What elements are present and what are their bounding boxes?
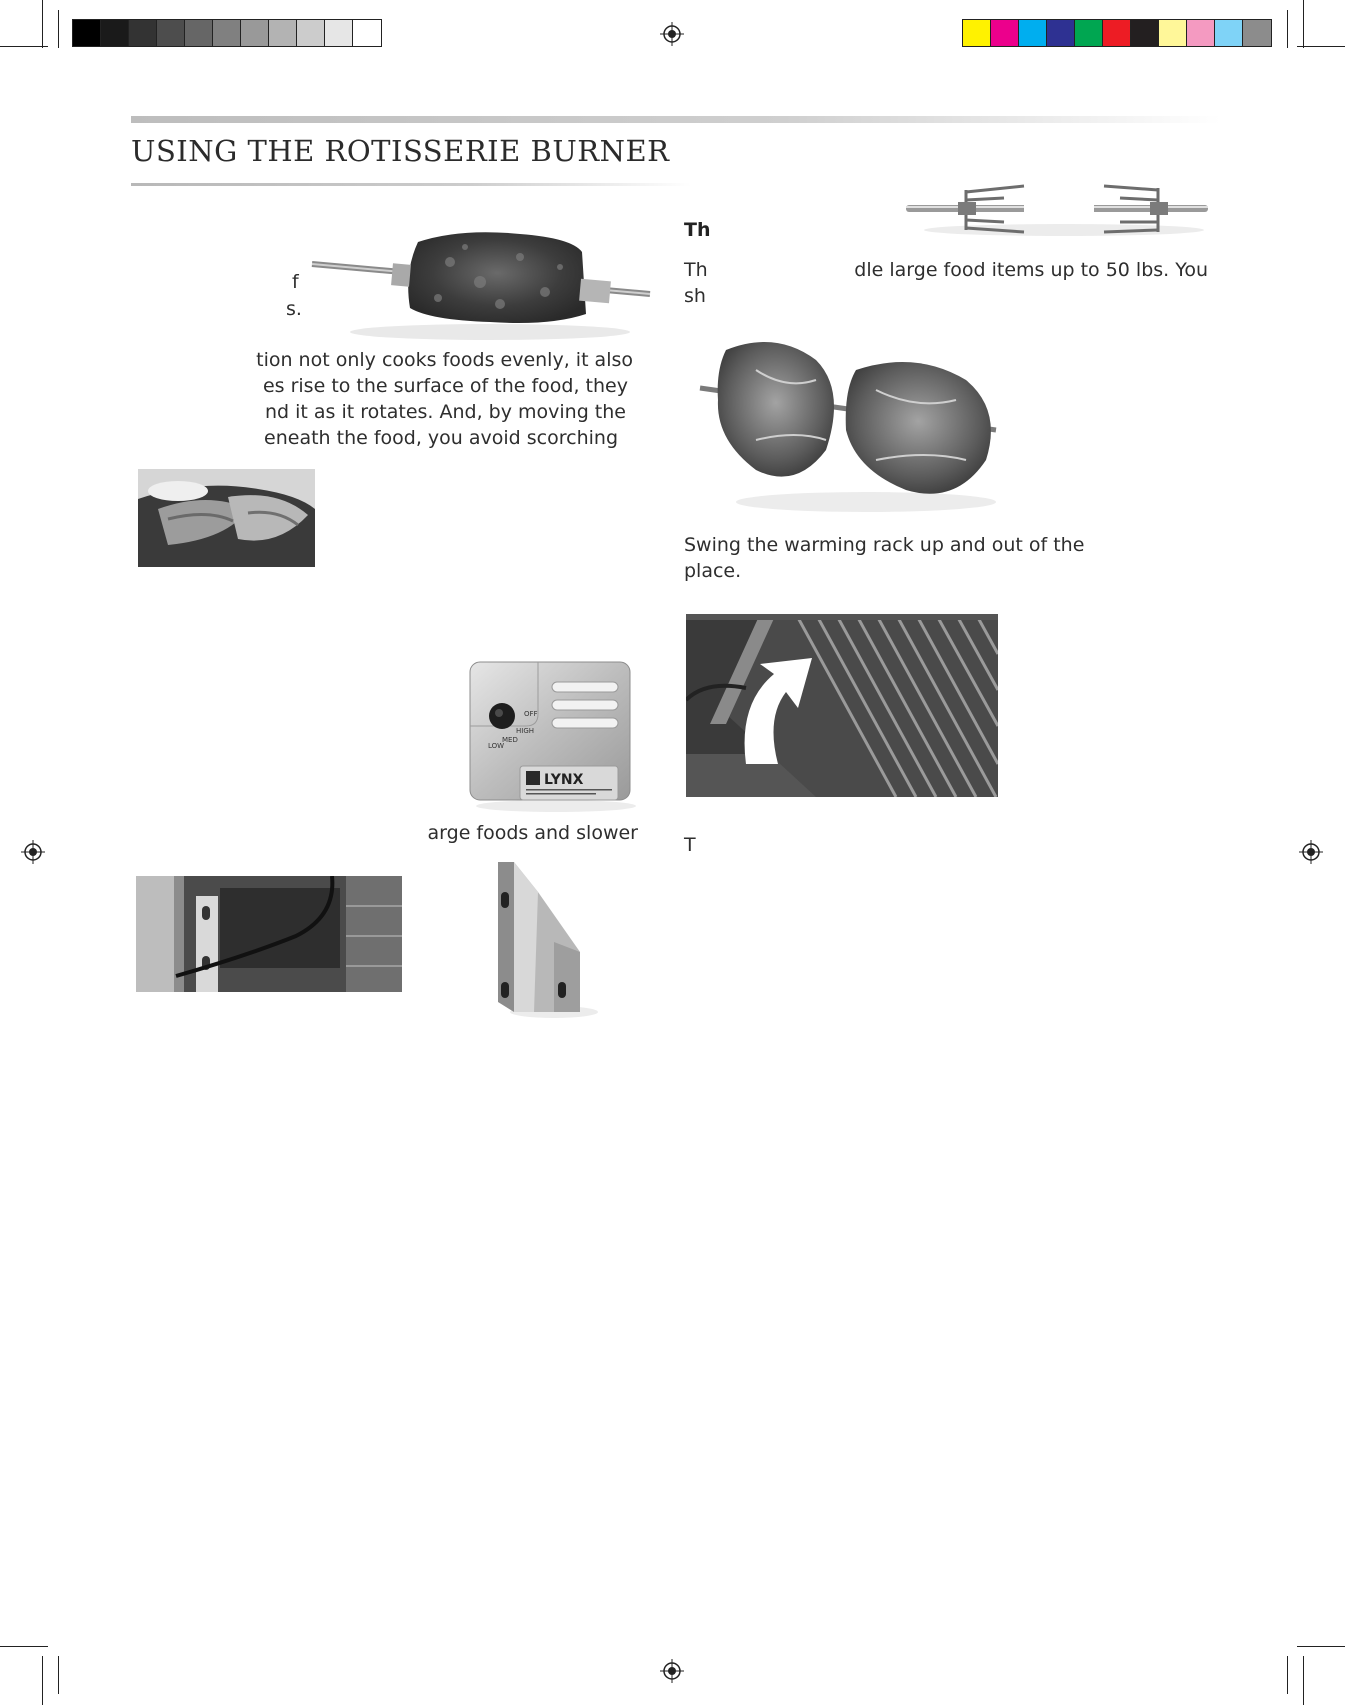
grayscale-color-bar [72,19,382,47]
gray-swatch [353,20,381,46]
motor-bracket-grill-photo [136,876,402,992]
registration-mark-icon [660,1659,684,1683]
right-text-fragment: sh [684,285,706,307]
gray-swatch [129,20,157,46]
color-swatch [1159,20,1187,46]
knob-label-med: MED [502,736,518,744]
rotisserie-motor-photo [466,656,638,814]
warming-rack-instruction: Swing the warming rack up and out of the [684,534,1085,556]
gray-swatch [325,20,353,46]
process-color-bar [962,19,1272,47]
motor-caption-text: arge foods and slower [427,822,638,844]
right-text-line: dle large food items up to 50 lbs. You [854,259,1208,281]
page-title: USING THE ROTISSERIE BURNER [131,134,670,168]
color-swatch [1075,20,1103,46]
color-swatch [1103,20,1131,46]
title-rule-bottom [131,183,691,186]
gray-swatch [157,20,185,46]
left-paragraph-line: tion not only cooks foods evenly, it also [256,349,633,371]
roast-on-spit-photo [310,222,652,340]
color-swatch [1047,20,1075,46]
spit-rod-forks-photo [904,178,1210,240]
color-swatch [1019,20,1047,46]
color-swatch [1131,20,1159,46]
left-paragraph-line: es rise to the surface of the food, they [262,375,628,397]
motor-bracket-part-photo [494,862,604,1022]
color-swatch [991,20,1019,46]
knob-label-low: LOW [488,742,505,750]
color-swatch [1187,20,1215,46]
gray-swatch [269,20,297,46]
gray-swatch [213,20,241,46]
gray-swatch [185,20,213,46]
color-swatch [1243,20,1271,46]
color-swatch [1215,20,1243,46]
color-swatch [963,20,991,46]
gray-swatch [73,20,101,46]
gray-swatch [241,20,269,46]
title-rule-top [131,116,1221,123]
registration-mark-icon [1299,840,1323,864]
gray-swatch [297,20,325,46]
lynx-logo: LYNX [544,772,584,788]
left-text-line-2: s. [286,298,302,320]
registration-mark-icon [21,840,45,864]
knob-label-off: OFF [524,710,538,718]
left-paragraph-line: eneath the food, you avoid scorching [264,427,618,449]
section-heading: Th [684,219,711,241]
registration-mark-icon [660,22,684,46]
gray-swatch [101,20,129,46]
warming-rack-grill-photo [686,614,998,797]
warming-rack-instruction-cont: place. [684,560,742,582]
left-paragraph-line: nd it as it rotates. And, by moving the [265,401,626,423]
right-text-fragment: T [684,834,696,856]
knob-label-high: HIGH [516,727,535,735]
sliced-roast-photo [138,469,315,567]
right-text-fragment: Th [684,259,708,281]
chickens-on-spit-photo [696,330,1014,515]
left-text-line-1: f [292,271,299,293]
